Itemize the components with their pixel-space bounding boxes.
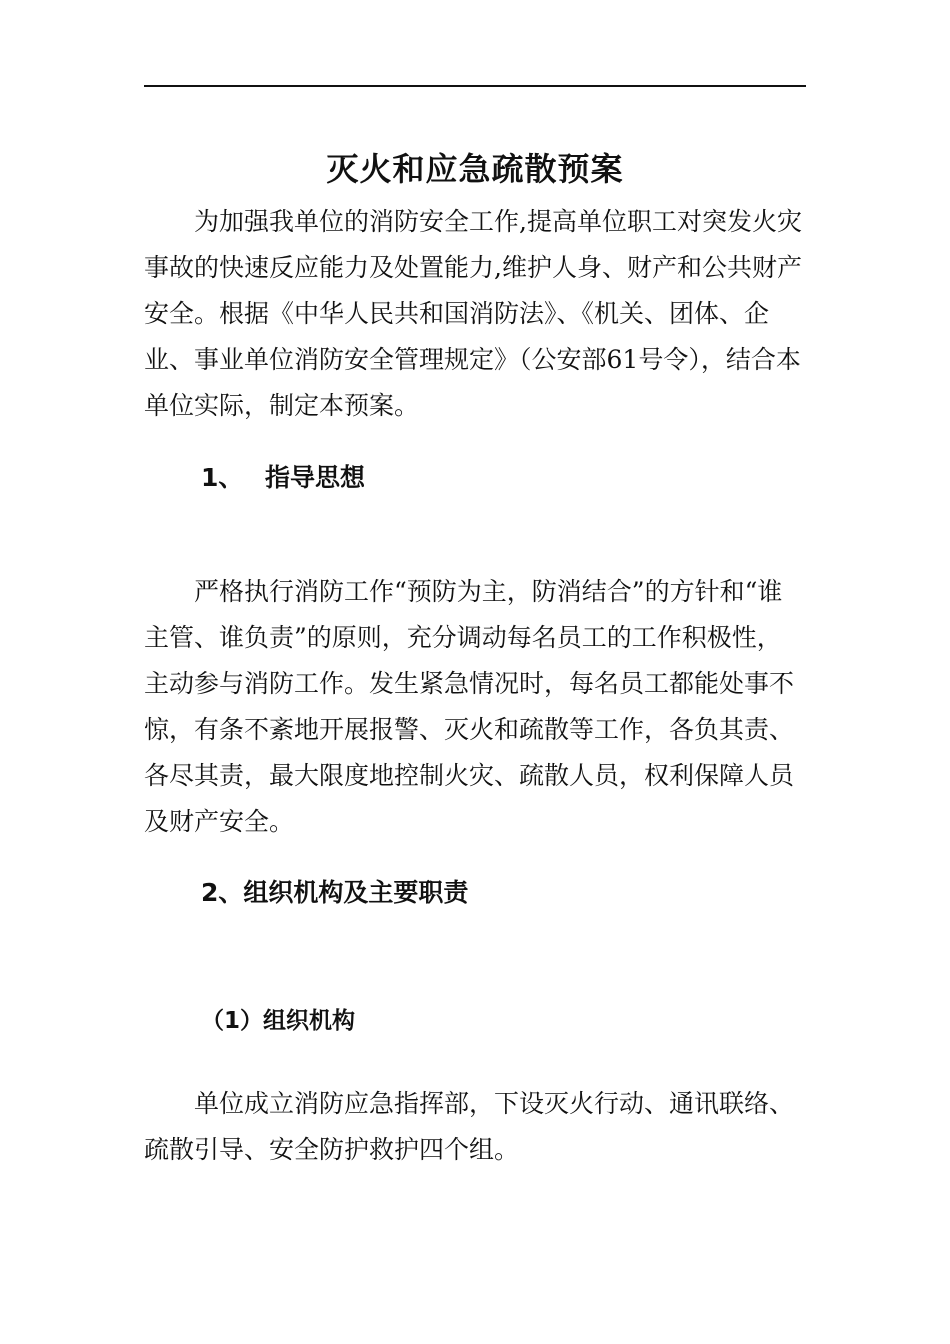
section-1-paragraph: 严格执行消防工作“预防为主，防消结合”的方针和“谁主管、谁负责”的原则，充分调动每名员工的工作积极性，主动参与消防工作。发生紧急情况时，每名员工都能处事不惊，有条不紊地开展报警、灭火和疏散等工作，各负其责、各尽其责，最大限度地控制火灾、疏散人员，权利保障人员及财产安全。 <box>144 577 795 836</box>
section-1-number: 1、 <box>201 463 244 492</box>
section-1-heading <box>201 460 365 496</box>
section-1-title: 指导思想 <box>265 463 366 492</box>
section-2-heading: 2、组织机构及主要职责 <box>201 878 469 907</box>
intro-paragraph: 为加强我单位的消防安全工作,提高单位职工对突发火灾事故的快速反应能力及处置能力,维护人身、财产和公共财产安全。根据《中华人民共和国消防法》、《机关、团体、企业、事业单位消防安全管理规定》（公安部61号令），结合本单位实际，制定本预案。 <box>144 207 802 420</box>
subsection-1-heading: （1）组织机构 <box>201 1008 356 1034</box>
subsection-1-paragraph: 单位成立消防应急指挥部，下设灭火行动、通讯联络、疏散引导、安全防护救护四个组。 <box>144 1089 795 1164</box>
document-title: 灭火和应急疏散预案 <box>326 150 624 189</box>
header-rule <box>144 85 806 87</box>
